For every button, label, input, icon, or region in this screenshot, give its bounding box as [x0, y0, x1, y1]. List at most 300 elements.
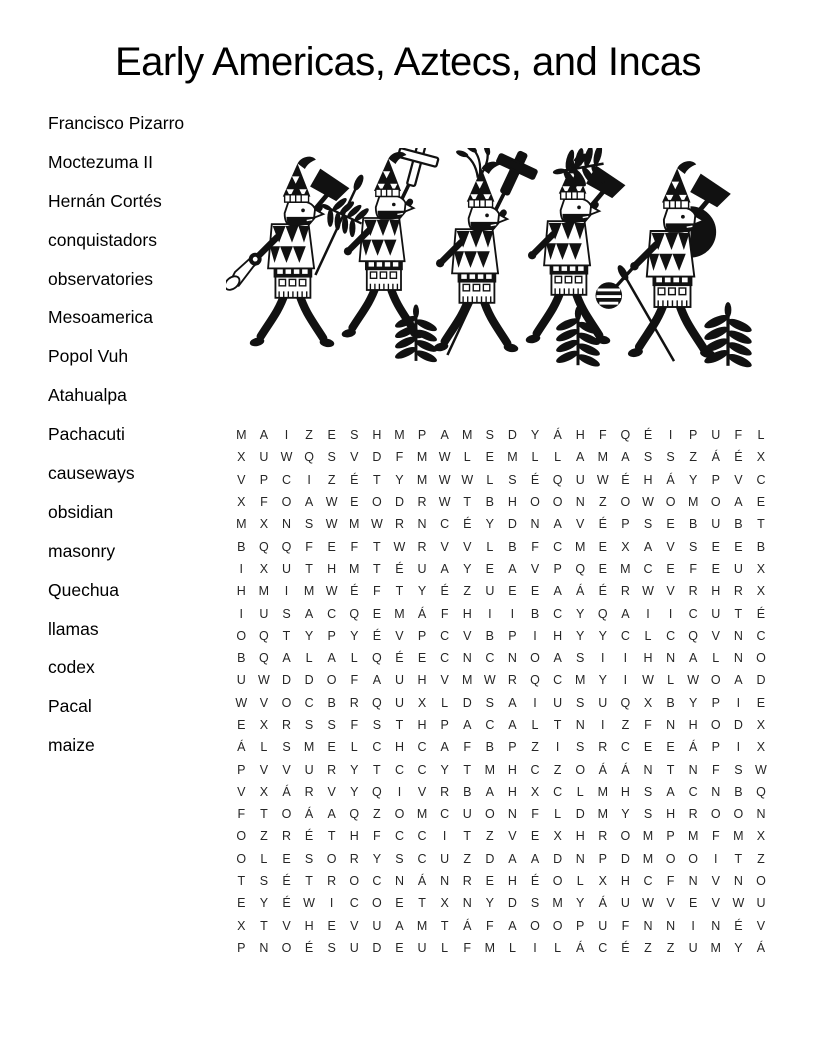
grid-letter: É [304, 940, 314, 955]
grid-letter: H [236, 584, 246, 599]
grid-letter: Á [304, 807, 314, 822]
grid-letter: E [643, 740, 653, 755]
grid-letter: X [237, 918, 246, 933]
grid-letter: B [508, 539, 517, 554]
grid-letter: E [327, 428, 336, 443]
grid-letter: P [237, 762, 246, 777]
grid-letter: I [736, 740, 741, 755]
grid-letter: B [530, 606, 540, 621]
grid-letter: O [552, 495, 563, 510]
grid-letter: W [325, 584, 338, 599]
grid-letter: V [756, 918, 766, 933]
grid-letter: I [284, 428, 289, 443]
grid-letter: W [280, 450, 293, 465]
grid-letter: Y [598, 628, 607, 643]
grid-letter: V [508, 829, 517, 844]
grid-letter: O [484, 807, 495, 822]
word-list-item: conquistadors [48, 229, 157, 250]
grid-letter: I [623, 673, 628, 688]
grid-letter: E [530, 584, 540, 599]
grid-letter: V [711, 628, 720, 643]
grid-letter: X [259, 517, 269, 532]
word-list-item: Popol Vuh [48, 346, 129, 367]
grid-letter: C [598, 940, 608, 955]
grid-letter: T [260, 807, 268, 822]
striped-rattle-icon [596, 266, 635, 309]
grid-letter: V [259, 762, 269, 777]
grid-letter: Á [666, 472, 675, 487]
grid-letter: Q [259, 651, 269, 666]
grid-letter: W [732, 896, 745, 911]
grid-letter: X [621, 539, 630, 554]
grid-letter: É [350, 472, 359, 487]
grid-letter: H [394, 740, 404, 755]
grid-letter: L [644, 628, 652, 643]
grid-letter: W [642, 673, 654, 688]
grid-letter: C [553, 673, 563, 688]
grid-letter: E [734, 539, 743, 554]
grid-letter: V [666, 539, 675, 554]
grid-letter: N [575, 851, 585, 866]
grid-letter: S [530, 896, 540, 911]
grid-letter: E [508, 584, 517, 599]
grid-letter: H [462, 606, 472, 621]
grid-letter: X [598, 874, 607, 889]
grid-letter: U [394, 673, 404, 688]
grid-letter: T [305, 874, 313, 889]
grid-letter: M [597, 450, 608, 465]
grid-letter: L [667, 673, 675, 688]
grid-letter: M [462, 673, 473, 688]
grid-letter: A [440, 428, 449, 443]
grid-letter: Z [486, 829, 494, 844]
grid-letter: N [711, 918, 721, 933]
grid-letter: B [666, 695, 675, 710]
grid-letter: A [259, 428, 269, 443]
grid-letter: B [734, 784, 743, 799]
grid-letter: X [259, 718, 269, 732]
grid-letter: F [305, 539, 313, 554]
grid-letter: R [688, 584, 698, 599]
fern-plant [555, 306, 602, 368]
grid-letter: P [508, 628, 517, 643]
grid-letter: N [688, 874, 698, 889]
word-list-item: llamas [48, 618, 99, 639]
grid-letter: R [507, 673, 517, 688]
grid-letter: M [597, 784, 608, 799]
grid-letter: U [620, 896, 630, 911]
grid-letter: L [554, 450, 562, 465]
grid-letter: A [576, 450, 585, 465]
grid-letter: W [461, 472, 474, 487]
grid-letter: U [711, 428, 721, 443]
grid-letter: M [552, 896, 563, 911]
grid-letter: D [394, 495, 404, 510]
grid-letter: V [350, 450, 359, 465]
grid-letter: S [508, 472, 517, 487]
grid-letter: Q [349, 606, 360, 621]
grid-letter: E [598, 539, 607, 554]
grid-letter: E [689, 896, 698, 911]
grid-letter: S [666, 450, 675, 465]
grid-letter: M [236, 517, 247, 532]
grid-letter: E [666, 517, 675, 532]
grid-letter: V [417, 784, 427, 799]
grid-letter: O [281, 807, 292, 822]
grid-letter: W [438, 472, 451, 487]
grid-letter: F [463, 740, 472, 755]
word-list-item: Francisco Pizarro [48, 113, 185, 133]
grid-letter: Q [371, 651, 382, 666]
grid-letter: D [304, 673, 314, 688]
grid-letter: C [440, 517, 450, 532]
grid-letter: I [307, 472, 311, 487]
grid-letter: V [282, 762, 291, 777]
grid-letter: P [327, 628, 336, 643]
grid-letter: A [304, 606, 314, 621]
grid-letter: Q [259, 628, 269, 643]
grid-letter: Y [463, 561, 472, 576]
grid-letter: U [281, 561, 291, 576]
grid-letter: F [350, 539, 359, 554]
grid-letter: Y [485, 517, 494, 532]
grid-letter: C [643, 561, 653, 576]
grid-letter: O [552, 918, 563, 933]
grid-letter: O [326, 673, 337, 688]
grid-letter: É [598, 517, 607, 532]
grid-letter: C [643, 874, 653, 889]
grid-letter: T [237, 874, 246, 889]
grid-letter: Z [666, 940, 675, 955]
grid-letter: H [711, 584, 721, 599]
grid-letter: W [483, 673, 496, 688]
grid-letter: B [734, 517, 743, 532]
grid-letter: M [416, 807, 428, 822]
grid-letter: N [575, 495, 585, 510]
grid-letter: Y [350, 762, 359, 777]
grid-letter: D [372, 450, 382, 465]
grid-letter: É [756, 606, 766, 621]
grid-letter: M [687, 495, 699, 510]
grid-letter: M [620, 561, 631, 576]
grid-letter: D [462, 695, 472, 710]
grid-letter: S [282, 740, 291, 755]
grid-letter: S [643, 450, 653, 465]
plume-feathers-icon [455, 148, 491, 178]
grid-letter: C [417, 762, 427, 777]
grid-letter: V [666, 896, 675, 911]
grid-letter: H [372, 428, 382, 443]
grid-letter: O [552, 874, 563, 889]
grid-letter: É [440, 584, 449, 599]
grid-letter: I [239, 606, 244, 621]
grid-letter: T [418, 896, 426, 911]
grid-letter: P [711, 740, 720, 755]
grid-letter: E [282, 851, 291, 866]
grid-letter: O [710, 807, 721, 822]
grid-letter: O [733, 807, 744, 822]
grid-letter: L [554, 940, 562, 955]
grid-letter: T [440, 918, 449, 933]
grid-letter: H [417, 673, 427, 688]
grid-letter: F [689, 561, 697, 576]
grid-letter: T [373, 762, 381, 777]
grid-letter: W [438, 450, 451, 465]
grid-letter: Á [576, 940, 585, 955]
grid-letter: M [349, 561, 360, 576]
grid-letter: S [304, 517, 314, 532]
grid-letter: E [395, 940, 404, 955]
word-list-item: Quechua [48, 579, 120, 600]
grid-letter: N [394, 874, 404, 889]
grid-letter: P [417, 428, 427, 443]
grid-letter: S [304, 851, 314, 866]
grid-letter: P [711, 695, 720, 710]
grid-letter: B [463, 784, 472, 799]
grid-letter: V [237, 472, 246, 487]
grid-letter: W [438, 495, 451, 510]
grid-letter: E [485, 874, 494, 889]
grid-letter: C [553, 784, 563, 799]
grid-letter: N [575, 718, 585, 732]
grid-letter: N [756, 807, 766, 822]
grid-letter: H [575, 428, 585, 443]
grid-letter: Z [644, 940, 652, 955]
grid-letter: T [734, 606, 743, 621]
grid-letter: I [555, 740, 560, 755]
grid-letter: E [327, 918, 336, 933]
grid-letter: C [553, 539, 563, 554]
grid-letter: C [372, 874, 382, 889]
grid-letter: W [303, 896, 315, 911]
grid-letter: B [756, 539, 766, 554]
grid-letter: W [687, 673, 700, 688]
grid-letter: H [507, 762, 517, 777]
grid-letter: R [349, 851, 359, 866]
grid-letter: V [237, 784, 246, 799]
grid-letter: M [349, 517, 360, 532]
grid-letter: A [530, 851, 540, 866]
grid-letter: D [620, 851, 630, 866]
grid-letter: U [259, 606, 269, 621]
grid-letter: C [349, 896, 359, 911]
grid-letter: V [440, 539, 449, 554]
grid-letter: I [533, 695, 537, 710]
grid-letter: M [597, 807, 608, 822]
grid-letter: M [507, 450, 518, 465]
grid-letter: R [598, 740, 608, 755]
grid-letter: Q [371, 784, 382, 799]
grid-letter: M [642, 851, 654, 866]
grid-letter: U [733, 561, 743, 576]
grid-letter: O [326, 851, 337, 866]
grid-letter: A [508, 695, 517, 710]
grid-letter: F [395, 450, 404, 465]
grid-letter: C [417, 851, 427, 866]
grid-letter: X [530, 784, 540, 799]
grid-letter: M [574, 673, 586, 688]
grid-letter: C [417, 829, 427, 844]
grid-letter: V [711, 874, 720, 889]
grid-letter: Z [531, 740, 539, 755]
grid-letter: Y [598, 673, 607, 688]
grid-letter: H [575, 829, 585, 844]
grid-letter: U [485, 584, 495, 599]
grid-letter: Z [305, 428, 313, 443]
grid-letter: Y [734, 940, 743, 955]
grid-letter: V [576, 517, 585, 532]
grid-letter: É [621, 472, 630, 487]
grid-letter: Á [756, 940, 766, 955]
grid-letter: C [417, 740, 427, 755]
grid-letter: F [531, 807, 539, 822]
grid-letter: S [643, 807, 653, 822]
grid-letter: T [373, 539, 381, 554]
grid-letter: Á [417, 606, 427, 621]
grid-letter: I [623, 651, 628, 666]
grid-letter: O [665, 495, 676, 510]
grid-letter: X [756, 561, 766, 576]
grid-letter: H [349, 829, 359, 844]
grid-letter: S [395, 851, 404, 866]
grid-letter: Q [688, 628, 699, 643]
grid-letter: X [643, 695, 653, 710]
word-list-item: causeways [48, 463, 135, 484]
grid-letter: A [621, 606, 630, 621]
grid-letter: E [372, 606, 382, 621]
grid-letter: X [756, 718, 766, 732]
grid-letter: Q [597, 606, 608, 621]
grid-letter: S [327, 940, 336, 955]
grid-letter: Q [756, 784, 766, 799]
grid-letter: É [643, 428, 653, 443]
grid-letter: S [282, 606, 291, 621]
grid-letter: O [665, 851, 676, 866]
grid-letter: L [531, 718, 539, 732]
grid-letter: O [530, 918, 540, 933]
grid-letter: Y [689, 695, 698, 710]
grid-letter: N [666, 651, 676, 666]
warrior-figure [226, 157, 349, 349]
grid-letter: F [531, 539, 539, 554]
grid-letter: L [757, 428, 765, 443]
grid-letter: W [393, 539, 406, 554]
grid-letter: E [485, 450, 494, 465]
grid-letter: R [440, 784, 450, 799]
grid-letter: U [575, 472, 585, 487]
grid-letter: L [486, 539, 494, 554]
grid-letter: R [349, 695, 359, 710]
grid-letter: F [598, 428, 607, 443]
grid-letter: É [304, 829, 314, 844]
grid-letter: A [395, 918, 404, 933]
grid-letter: U [711, 517, 721, 532]
grid-letter: R [733, 584, 743, 599]
grid-letter: A [666, 784, 675, 799]
grid-letter: P [508, 740, 517, 755]
grid-letter: L [260, 851, 268, 866]
grid-letter: W [642, 896, 654, 911]
grid-letter: N [530, 517, 540, 532]
word-list-item: Atahualpa [48, 385, 127, 406]
grid-letter: Q [575, 561, 586, 576]
word-list-item: maize [48, 735, 95, 756]
grid-letter: V [259, 695, 269, 710]
grid-letter: F [621, 918, 630, 933]
grid-letter: A [372, 673, 382, 688]
grid-letter: É [350, 584, 359, 599]
grid-letter: T [553, 718, 562, 732]
grid-letter: R [417, 495, 427, 510]
grid-letter: O [371, 896, 382, 911]
grid-letter: S [576, 740, 585, 755]
grid-letter: C [688, 784, 698, 799]
grid-letter: C [394, 829, 404, 844]
grid-letter: C [440, 651, 450, 666]
grid-letter: S [372, 718, 382, 732]
grid-letter: E [395, 896, 404, 911]
grid-letter: C [620, 740, 630, 755]
grid-letter: E [666, 561, 675, 576]
grid-letter: X [756, 584, 766, 599]
grid-letter: L [441, 940, 449, 955]
grid-letter: C [327, 606, 337, 621]
grid-letter: I [601, 718, 605, 732]
grid-letter: N [733, 628, 743, 643]
grid-letter: M [733, 829, 744, 844]
grid-letter: P [598, 851, 607, 866]
grid-letter: M [687, 829, 699, 844]
grid-letter: S [304, 718, 314, 732]
grid-letter: Q [259, 539, 269, 554]
grid-letter: A [689, 651, 698, 666]
grid-letter: L [350, 651, 358, 666]
grid-letter: N [711, 784, 721, 799]
grid-letter: É [530, 472, 540, 487]
grid-letter: É [395, 561, 404, 576]
grid-letter: O [620, 495, 631, 510]
grid-letter: T [327, 829, 336, 844]
grid-letter: U [553, 695, 563, 710]
grid-letter: P [259, 472, 269, 487]
grid-letter: C [485, 651, 495, 666]
grid-letter: I [488, 606, 492, 621]
grid-letter: M [416, 918, 428, 933]
grid-letter: Z [757, 851, 765, 866]
grid-letter: T [666, 762, 675, 777]
word-list-item: masonry [48, 540, 116, 561]
grid-letter: M [236, 428, 247, 443]
grid-letter: H [643, 472, 653, 487]
grid-letter: A [643, 539, 653, 554]
grid-letter: U [417, 561, 427, 576]
grid-letter: Z [260, 829, 268, 844]
grid-letter: Y [417, 584, 427, 599]
grid-letter: C [440, 628, 450, 643]
grid-letter: A [553, 651, 562, 666]
grid-letter: V [350, 918, 359, 933]
grid-letter: O [236, 851, 247, 866]
grid-letter: H [643, 651, 653, 666]
grid-letter: T [463, 495, 472, 510]
grid-letter: U [598, 695, 608, 710]
grid-letter: Z [598, 495, 607, 510]
grid-letter: T [395, 584, 404, 599]
grid-letter: V [440, 673, 449, 688]
grid-letter: M [416, 450, 428, 465]
grid-letter: D [575, 807, 585, 822]
grid-letter: H [327, 561, 337, 576]
